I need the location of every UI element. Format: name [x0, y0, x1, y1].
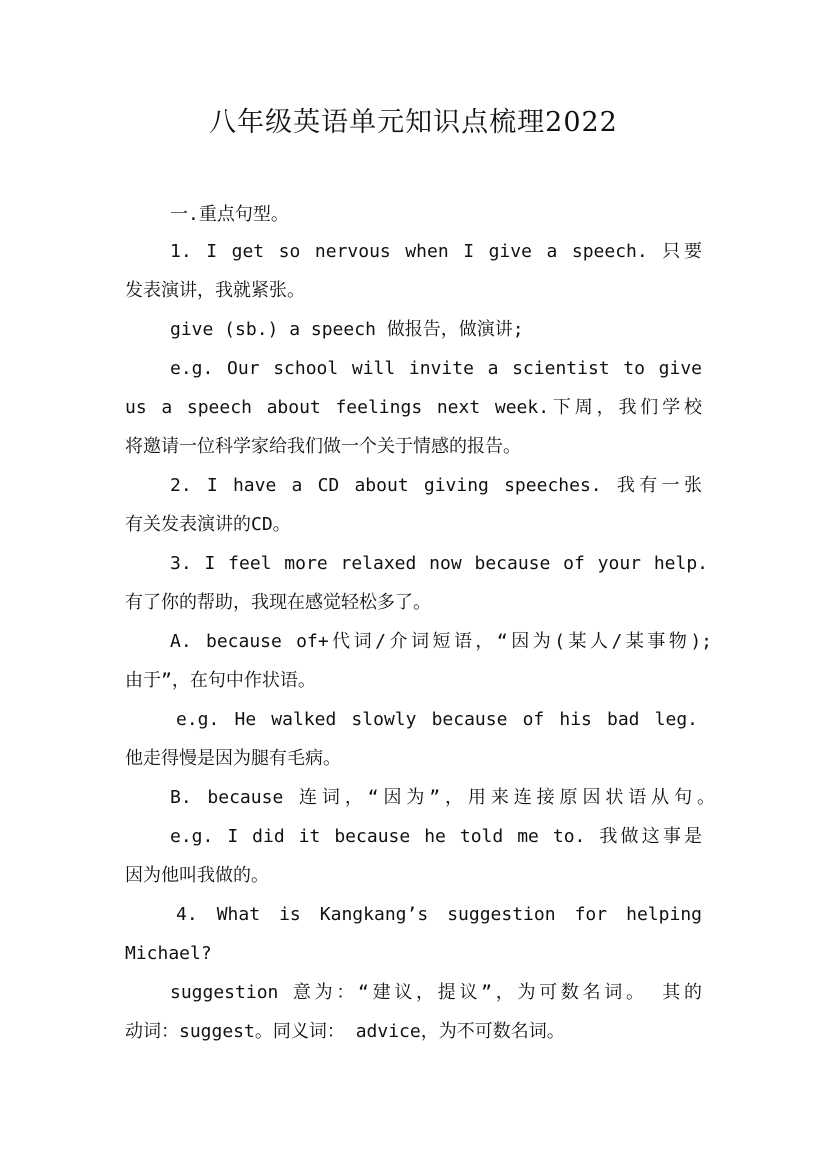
paragraph-line: 1. I get so nervous when I give a speech. 只要 [170, 241, 702, 262]
paragraph-line: 4. What is Kangkang’s suggestion for helping [176, 904, 702, 925]
paragraph-line: e.g. He walked slowly because of his bad leg. [176, 709, 698, 730]
paragraph-line: us a speech about feelings next week.下周，我们学校 [125, 397, 702, 418]
paragraph-line: A. because of+代词/介词短语，“因为(某人/某事物); [170, 631, 712, 652]
paragraph-line: e.g. Our school will invite a scientist to give [170, 358, 702, 379]
paragraph-line: 3. I feel more relaxed now because of your help. [170, 553, 708, 574]
paragraph-line: Michael? [125, 943, 212, 964]
paragraph-line: 因为他叫我做的。 [125, 865, 269, 886]
paragraph-line: suggestion 意为：“建议，提议”，为可数名词。 其的 [170, 982, 702, 1003]
page-title: 八年级英语单元知识点梳理2022 [209, 107, 618, 138]
paragraph-line: 有了你的帮助，我现在感觉轻松多了。 [125, 592, 431, 613]
paragraph-line: 有关发表演讲的CD。 [125, 514, 291, 535]
paragraph-line: 他走得慢是因为腿有毛病。 [125, 748, 341, 769]
paragraph-line: 动词：suggest。同义词： advice，为不可数名词。 [125, 1021, 565, 1042]
paragraph-line: 由于”，在句中作状语。 [125, 670, 316, 691]
paragraph-line: B. because 连词，“因为”，用来连接原因状语从句。 [170, 787, 715, 808]
paragraph-line: 2. I have a CD about giving speeches. 我有一张 [170, 475, 702, 496]
paragraph-line: give (sb.) a speech 做报告，做演讲; [170, 319, 524, 340]
paragraph-line: 发表演讲，我就紧张。 [125, 280, 305, 301]
paragraph-line: 将邀请一位科学家给我们做一个关于情感的报告。 [125, 436, 521, 457]
section-heading: 一.重点句型。 [170, 204, 289, 225]
paragraph-line: e.g. I did it because he told me to. 我做这事是 [170, 826, 702, 847]
